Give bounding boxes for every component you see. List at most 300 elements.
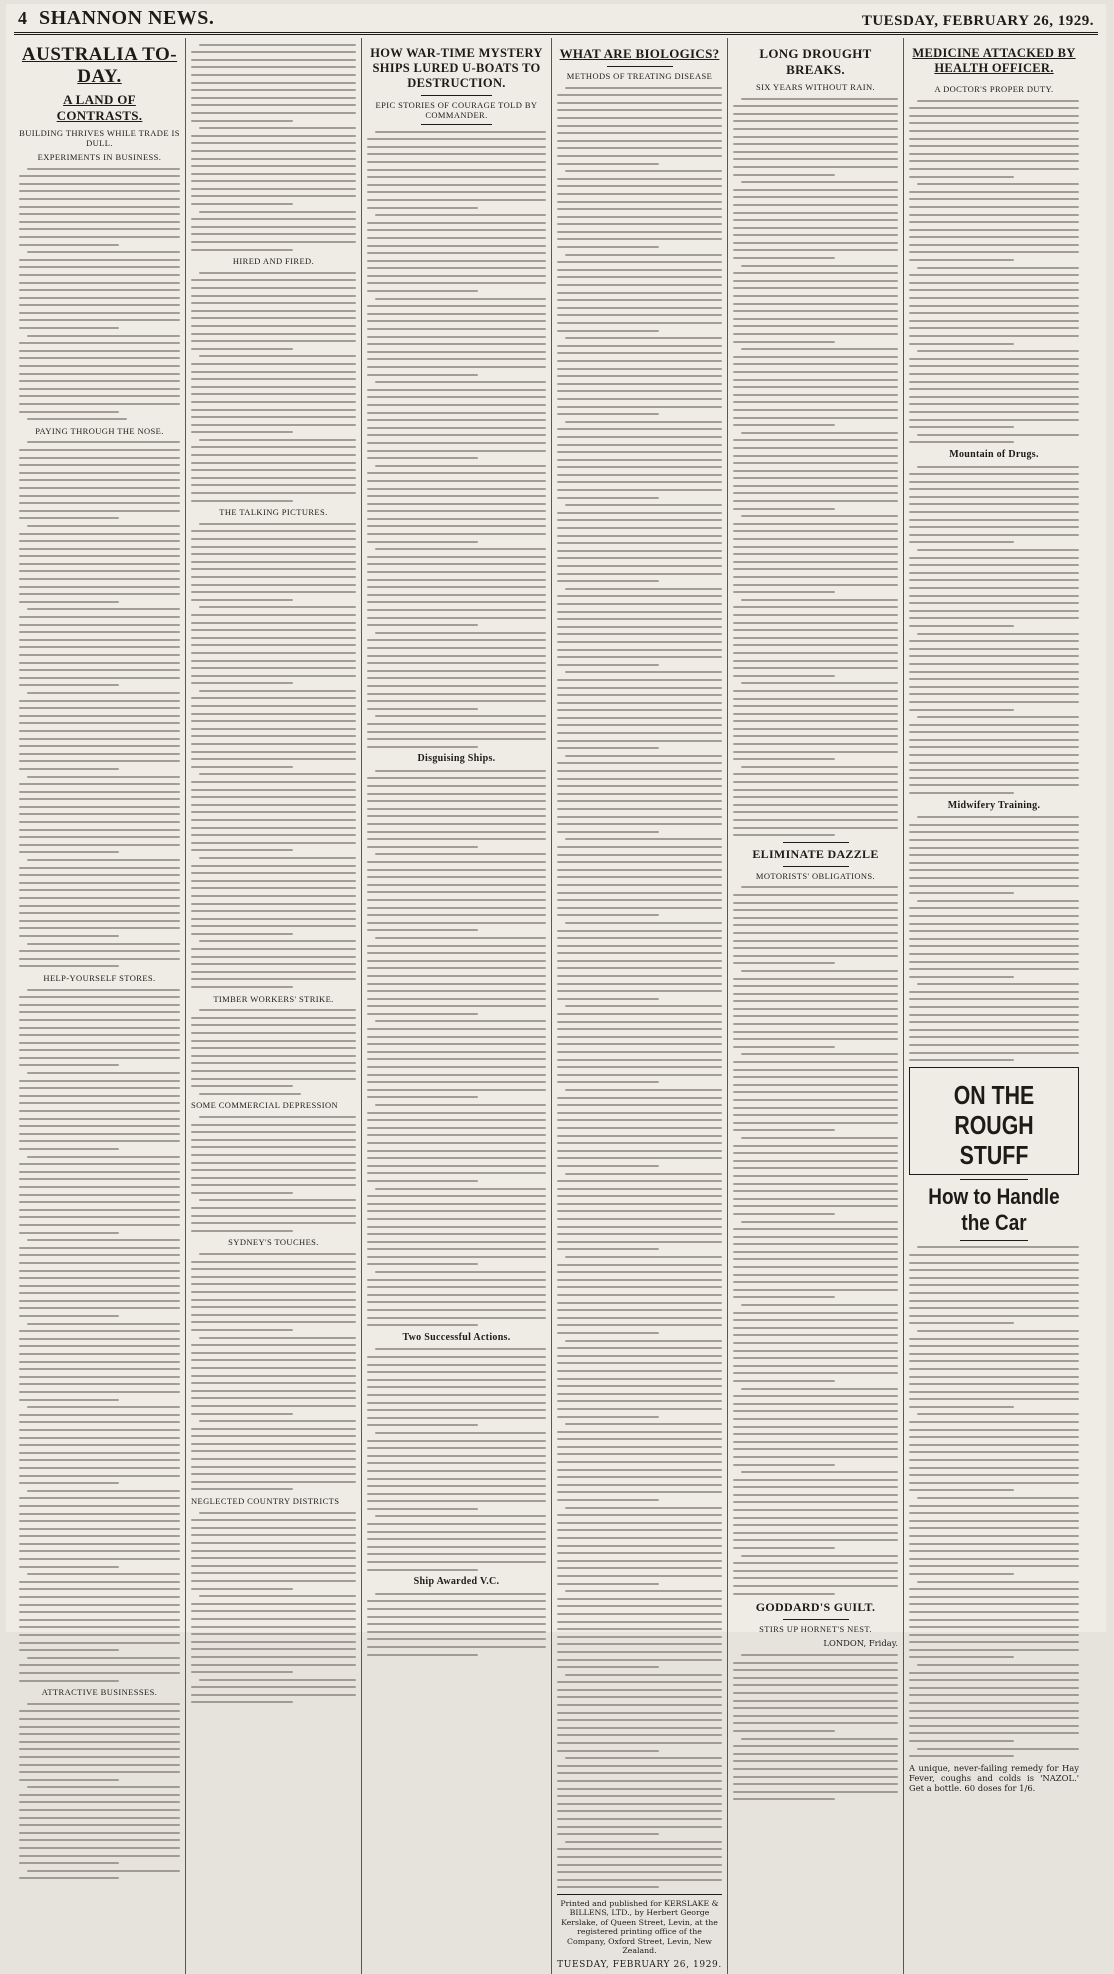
text-line: [909, 1725, 1079, 1727]
text-line: [557, 876, 722, 878]
text-line: [19, 1649, 119, 1651]
text-line: [909, 938, 1079, 940]
text-line: [191, 1390, 356, 1392]
text-line: [191, 1040, 356, 1042]
text-line: [909, 198, 1079, 200]
columns: [14, 38, 1098, 1970]
text-line: [909, 373, 1079, 375]
text-line: [367, 1561, 546, 1563]
text-line: [557, 193, 722, 195]
text-line: [19, 783, 180, 785]
text-line: [191, 112, 356, 114]
text-line: [733, 1327, 898, 1329]
text-line: [909, 1052, 1079, 1054]
text-line: [19, 1171, 180, 1173]
text-line: [375, 1593, 546, 1595]
text-line: [191, 287, 356, 289]
text-line: [557, 1248, 659, 1250]
text-line: [367, 1394, 546, 1396]
text-line: [733, 1334, 898, 1336]
text-line: [733, 1760, 898, 1762]
text-line: [909, 1573, 1014, 1575]
text-line: [741, 181, 898, 183]
text-line: [557, 398, 722, 400]
text-line: [557, 474, 722, 476]
text-line: [557, 702, 722, 704]
text-line: [367, 282, 546, 284]
text-line: [367, 738, 546, 740]
text-line: [19, 1368, 180, 1370]
text-line: [909, 1059, 1014, 1061]
text-line: [199, 940, 356, 942]
text-line: [367, 169, 546, 171]
text-line: [367, 260, 546, 262]
text-line: [733, 1692, 898, 1694]
text-line: [909, 130, 1079, 132]
text-line: [191, 1488, 293, 1490]
text-line: [191, 218, 356, 220]
text-line: [733, 1745, 898, 1747]
text-line: [191, 1435, 356, 1437]
text-line: [27, 1703, 180, 1705]
text-line: [733, 955, 898, 957]
text-line: [909, 1543, 1079, 1545]
divider: [960, 1179, 1028, 1180]
text-line: [191, 1603, 356, 1605]
text-line: [191, 804, 356, 806]
text-line: [191, 622, 356, 624]
body-text: [191, 272, 356, 502]
text-line: [19, 1300, 180, 1302]
text-line: [19, 1414, 180, 1416]
text-line: [557, 1362, 722, 1364]
text-line: [367, 176, 546, 178]
text-line: [367, 488, 546, 490]
body-text: [19, 441, 180, 967]
text-line: [191, 796, 356, 798]
text-line: [909, 1292, 1079, 1294]
text-line: [733, 341, 835, 343]
text-line: [27, 989, 180, 991]
text-line: [909, 907, 1079, 909]
text-line: [733, 1350, 898, 1352]
text-line: [367, 846, 478, 848]
text-line: [557, 1704, 722, 1706]
text-line: [367, 785, 546, 787]
text-line: [367, 960, 546, 962]
text-line: [375, 1271, 546, 1273]
text-line: [557, 1188, 722, 1190]
text-line: [909, 663, 1079, 665]
text-line: [557, 649, 722, 651]
text-line: [909, 885, 1079, 887]
text-line: [367, 1379, 546, 1381]
text-line: [367, 450, 546, 452]
text-line: [557, 1545, 722, 1547]
text-line: [557, 1772, 722, 1774]
text-line: [733, 1783, 898, 1785]
text-line: [733, 401, 898, 403]
text-line: [191, 933, 293, 935]
text-line: [19, 1391, 180, 1393]
text-line: [733, 1183, 898, 1185]
text-line: [909, 998, 1079, 1000]
text-line: [909, 824, 1079, 826]
divider: [783, 1619, 849, 1620]
text-line: [191, 302, 356, 304]
text-line: [733, 720, 898, 722]
text-line: [557, 573, 722, 575]
text-line: [19, 1718, 180, 1720]
text-line: [191, 188, 356, 190]
text-line: [27, 943, 180, 945]
text-line: [557, 1302, 722, 1304]
text-line: [565, 337, 722, 339]
text-line: [19, 1285, 180, 1287]
text-line: [733, 796, 898, 798]
text-line: [191, 295, 356, 297]
text-line: [733, 538, 898, 540]
text-line: [19, 570, 180, 572]
text-line: [733, 1213, 835, 1215]
text-line: [375, 770, 546, 772]
text-line: [733, 1365, 898, 1367]
text-line: [557, 557, 722, 559]
text-line: [733, 1403, 898, 1405]
text-line: [367, 495, 546, 497]
text-line: [367, 146, 546, 148]
text-line: [367, 1036, 546, 1038]
text-line: [19, 457, 180, 459]
text-line: [557, 109, 722, 111]
text-line: [909, 1702, 1079, 1704]
text-line: [917, 350, 1079, 352]
text-line: [557, 679, 722, 681]
text-line: [191, 401, 356, 403]
text-line: [733, 1091, 898, 1093]
text-line: [733, 1562, 898, 1564]
text-line: [557, 512, 722, 514]
text-line: [733, 1479, 898, 1481]
text-line: [191, 89, 356, 91]
section-heading: Ship Awarded V.C.: [413, 1576, 500, 1588]
text-line: [565, 1173, 722, 1175]
text-line: [19, 905, 180, 907]
text-line: [741, 1654, 898, 1656]
text-line: [909, 739, 1079, 741]
text-line: [733, 591, 835, 593]
text-line: [909, 1512, 1079, 1514]
text-line: [909, 991, 1079, 993]
text-line: [367, 677, 546, 679]
text-line: [19, 829, 180, 831]
text-line: [367, 952, 546, 954]
text-line: [909, 473, 1079, 475]
text-line: [19, 1444, 180, 1446]
text-line: [565, 1590, 722, 1592]
text-line: [19, 1832, 180, 1834]
text-line: [909, 503, 1079, 505]
text-line: [909, 441, 1014, 443]
text-line: [367, 358, 546, 360]
text-line: [367, 1309, 546, 1311]
text-line: [367, 556, 546, 558]
text-line: [557, 1552, 722, 1554]
text-line: [733, 962, 835, 964]
text-line: [367, 374, 478, 376]
text-line: [19, 1262, 180, 1264]
text-line: [733, 1380, 835, 1382]
text-line: [557, 1385, 722, 1387]
text-line: [375, 131, 546, 133]
text-line: [19, 1672, 180, 1674]
text-line: [367, 1172, 546, 1174]
text-line: [557, 436, 722, 438]
text-line: [367, 1623, 546, 1625]
text-line: [557, 1264, 722, 1266]
text-line: [733, 1532, 898, 1534]
text-line: [741, 1304, 898, 1306]
text-line: [19, 1133, 180, 1135]
text-line: [733, 985, 898, 987]
text-line: [367, 1043, 546, 1045]
text-line: [19, 996, 180, 998]
text-line: [191, 675, 356, 677]
text-line: [191, 1078, 356, 1080]
text-line: [557, 1826, 722, 1828]
text-line: [733, 584, 898, 586]
text-line: [733, 280, 898, 282]
text-line: [19, 851, 119, 853]
text-line: [19, 1588, 180, 1590]
text-line: [191, 424, 356, 426]
text-line: [557, 125, 722, 127]
text-line: [367, 884, 546, 886]
text-line: [557, 641, 722, 643]
text-line: [733, 1084, 898, 1086]
text-line: [19, 1178, 180, 1180]
text-line: [367, 1226, 546, 1228]
text-line: [557, 542, 722, 544]
text-line: [367, 267, 546, 269]
text-line: [375, 853, 546, 855]
text-line: [191, 948, 356, 950]
text-line: [19, 684, 119, 686]
text-line: [19, 768, 119, 770]
text-line: [19, 1839, 180, 1841]
body-text: [909, 100, 1079, 444]
text-line: [557, 1324, 722, 1326]
text-line: [557, 246, 659, 248]
text-line: [733, 917, 898, 919]
text-line: [909, 557, 1079, 559]
text-line: [19, 1779, 119, 1781]
text-line: [191, 1550, 356, 1552]
text-line: [557, 1043, 722, 1045]
text-line: [557, 261, 722, 263]
text-line: [367, 1157, 546, 1159]
text-line: [557, 117, 722, 119]
text-line: [367, 1256, 546, 1258]
text-line: [367, 1485, 546, 1487]
text-line: [191, 1017, 356, 1019]
text-line: [909, 678, 1079, 680]
text-line: [741, 432, 898, 434]
text-line: [909, 877, 1079, 879]
text-line: [367, 639, 546, 641]
text-line: [733, 1509, 898, 1511]
text-line: [191, 880, 356, 882]
text-line: [909, 572, 1079, 574]
text-line: [27, 1786, 180, 1788]
text-line: [741, 886, 898, 888]
text-line: [557, 656, 722, 658]
text-line: [199, 272, 356, 274]
text-line: [557, 1598, 722, 1600]
text-line: [19, 1459, 180, 1461]
text-line: [191, 1481, 356, 1483]
text-line: [733, 1448, 898, 1450]
text-line: [191, 842, 356, 844]
text-line: [733, 1707, 898, 1709]
text-line: [19, 601, 119, 603]
text-line: [19, 722, 180, 724]
text-line: [191, 743, 356, 745]
text-line: [557, 489, 722, 491]
text-line: [19, 533, 180, 535]
text-line: [557, 1218, 722, 1220]
text-line: [199, 1253, 356, 1255]
text-line: [733, 500, 898, 502]
text-line: [191, 1443, 356, 1445]
text-line: [191, 233, 356, 235]
text-line: [191, 682, 293, 684]
text-line: [557, 1659, 722, 1661]
text-line: [909, 648, 1079, 650]
text-line: [733, 978, 898, 980]
text-line: [557, 975, 722, 977]
printer-imprint: Printed and published for KERSLAKE & BILLENS, LTD., by Herbert George Kerslake, of Queen Street, Levin, at the registered printing office of the Company, Oxford Street, Levin, New Zealand.: [560, 1898, 719, 1956]
text-line: [191, 249, 293, 251]
text-line: [19, 403, 180, 405]
text-line: [367, 1356, 546, 1358]
text-line: [909, 1694, 1079, 1696]
text-line: [557, 1294, 722, 1296]
text-line: [191, 1207, 356, 1209]
text-line: [367, 207, 478, 209]
text-line: [367, 838, 546, 840]
text-line: [741, 1471, 898, 1473]
text-line: [367, 328, 546, 330]
text-line: [191, 386, 356, 388]
text-line: [27, 1870, 180, 1872]
text-line: [909, 122, 1079, 124]
text-line: [191, 735, 356, 737]
text-line: [557, 1332, 659, 1334]
text-line: [19, 844, 180, 846]
text-line: [733, 227, 898, 229]
text-line: [367, 503, 546, 505]
text-line: [733, 143, 898, 145]
text-line: [557, 914, 659, 916]
text-line: [565, 421, 722, 423]
text-line: [367, 1417, 546, 1419]
text-line: [733, 751, 898, 753]
text-line: [733, 356, 898, 358]
section-heading: EXPERIMENTS IN BUSINESS.: [37, 152, 162, 162]
text-line: [191, 1184, 356, 1186]
text-line: [191, 1321, 356, 1323]
text-line: [199, 127, 356, 129]
text-line: [19, 1209, 180, 1211]
text-line: [917, 1330, 1079, 1332]
text-line: [557, 1833, 659, 1835]
text-line: [733, 1700, 898, 1702]
text-line: [367, 1440, 546, 1442]
text-line: [19, 1437, 180, 1439]
text-line: [909, 511, 1079, 513]
text-line: [557, 223, 722, 225]
text-line: [909, 1044, 1079, 1046]
text-line: [191, 697, 356, 699]
section-heading: Midwifery Training.: [947, 799, 1041, 811]
body-text: [191, 1009, 356, 1095]
text-line: [733, 1669, 898, 1671]
text-line: [19, 411, 119, 413]
text-line: [375, 381, 546, 383]
text-line: [19, 1277, 180, 1279]
text-line: [367, 1180, 478, 1182]
text-line: [191, 180, 356, 182]
text-line: [367, 184, 546, 186]
text-line: [27, 1406, 180, 1408]
text-line: [19, 1505, 180, 1507]
text-line: [19, 1771, 180, 1773]
text-line: [733, 705, 898, 707]
body-text: [557, 87, 722, 1251]
text-line: [19, 1604, 180, 1606]
text-line: [557, 1651, 722, 1653]
text-line: [557, 163, 659, 165]
text-line: [191, 1542, 356, 1544]
text-line: [19, 1383, 180, 1385]
text-line: [733, 1715, 898, 1717]
text-line: [191, 1329, 293, 1331]
text-line: [19, 1186, 180, 1188]
text-line: [19, 1361, 180, 1363]
text-line: [909, 1269, 1079, 1271]
text-line: [733, 568, 898, 570]
text-line: [367, 1638, 546, 1640]
text-line: [19, 1817, 180, 1819]
text-line: [367, 1203, 546, 1205]
text-line: [733, 1753, 898, 1755]
text-line: [191, 644, 356, 646]
text-line: [19, 1254, 180, 1256]
text-line: [733, 789, 898, 791]
text-line: [733, 272, 898, 274]
text-line: [557, 1864, 722, 1866]
text-line: [367, 153, 546, 155]
text-line: [909, 1391, 1079, 1393]
text-line: [909, 701, 1079, 703]
section-heading: NEGLECTED COUNTRY DISTRICTS: [191, 1496, 340, 1507]
text-line: [367, 1013, 478, 1015]
text-line: [367, 861, 546, 863]
text-line: [367, 876, 546, 878]
text-line: [191, 469, 356, 471]
text-line: [565, 1841, 722, 1843]
